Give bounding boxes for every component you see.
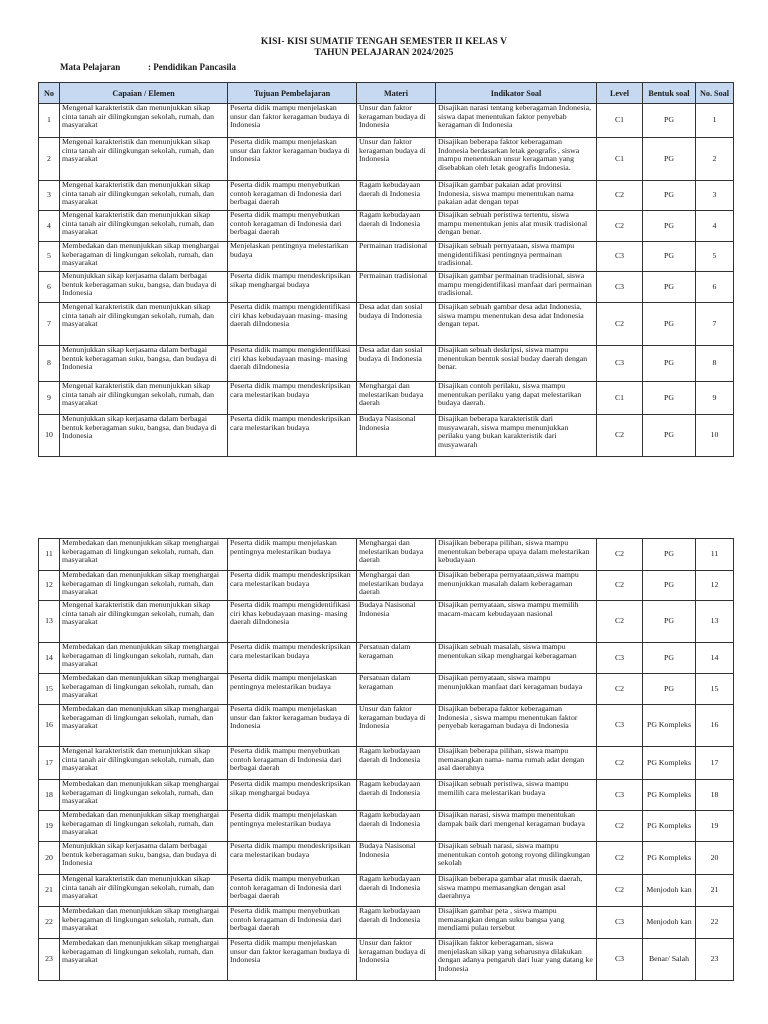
cell-no: 6 <box>39 272 60 303</box>
cell-capaian: Mengenal karakteristik dan menunjukkan sikap cinta tanah air dilingkungan sekolah, rumah, dan masyarakat <box>60 104 228 138</box>
cell-materi: Budaya Nasisonal Indonesia <box>357 842 436 875</box>
cell-bentuk: PG <box>643 242 696 272</box>
cell-materi: Menghargai dan melestarikan budaya daerah <box>357 571 436 601</box>
cell-no: 16 <box>39 705 60 747</box>
cell-no: 14 <box>39 643 60 674</box>
cell-capaian: Mengenal karakteristik dan menunjukkan sikap cinta tanah air dilingkungan sekolah, rumah, dan masyarakat <box>60 382 228 415</box>
cell-capaian: Membedakan dan menunjukkan sikap menghargai keberagaman di lingkungan sekolah, rumah, dan masyarakat <box>60 705 228 747</box>
cell-nosoal: 3 <box>696 181 734 211</box>
cell-tujuan: Peserta didik mampu mengidentifikasi ciri khas kebudayaan masing- masing daerah diIndonesia <box>228 346 357 382</box>
table-row <box>39 705 734 747</box>
cell-nosoal: 14 <box>696 643 734 674</box>
cell-tujuan: Peserta didik mampu mendeskripsikan cara melestarikan budaya <box>228 643 357 674</box>
subject-line <box>60 62 236 72</box>
cell-capaian: Membedakan dan menunjukkan sikap menghargai keberagaman di lingkungan sekolah, rumah, dan masyarakat <box>60 539 228 571</box>
column-header-capaian: Capaian / Elemen <box>60 83 228 104</box>
cell-materi: Ragam kebudayaan daerah di Indonesia <box>357 811 436 842</box>
cell-indikator: Disajikan sebuah pernyataan, siswa mampu mengidentifikasi pentingnya permainan tradisional. <box>436 242 597 272</box>
cell-indikator: Disajikan beberapa pilihan, siswa mampu memasangkan nama- nama rumah adat dengan asal daerahnya <box>436 747 597 780</box>
cell-indikator: Disajikan beberapa gambar alat musik daerah, siswa mampu memasangkan dengan asal daerahnya <box>436 875 597 907</box>
cell-capaian: Membedakan dan menunjukkan sikap menghargai keberagaman di lingkungan sekolah, rumah, dan masyarakat <box>60 780 228 811</box>
document-year: TAHUN PELAJARAN 2024/2025 <box>314 48 454 58</box>
cell-bentuk: PG <box>643 138 696 181</box>
cell-level: C2 <box>597 571 643 601</box>
cell-level: C2 <box>597 539 643 571</box>
cell-nosoal: 9 <box>696 382 734 415</box>
cell-level: C3 <box>597 242 643 272</box>
cell-tujuan: Peserta didik mampu mendeskripsikan sikap menghargai budaya <box>228 272 357 303</box>
cell-no: 7 <box>39 303 60 346</box>
cell-bentuk: PG <box>643 382 696 415</box>
cell-bentuk: PG <box>643 104 696 138</box>
cell-nosoal: 16 <box>696 705 734 747</box>
cell-nosoal: 13 <box>696 601 734 643</box>
cell-materi: Persatuan dalam keragaman <box>357 643 436 674</box>
cell-capaian: Mengenal karakteristik dan menunjukkan sikap cinta tanah air dilingkungan sekolah, rumah, dan masyarakat <box>60 211 228 242</box>
cell-bentuk: PG <box>643 674 696 705</box>
cell-indikator: Disajikan sebuah deskripsi, siswa mampu menentukan bentuk sosial buday daerah dengan benar. <box>436 346 597 382</box>
cell-level: C2 <box>597 811 643 842</box>
cell-capaian: Menunjukkan sikap kerjasama dalam berbagai bentuk keberagaman suku, bangsa, dan budaya di Indonesia <box>60 842 228 875</box>
cell-tujuan: Peserta didik mampu menjelaskan unsur dan faktor keragaman budaya di Indonesia <box>228 138 357 181</box>
cell-bentuk: PG <box>643 181 696 211</box>
cell-level: C2 <box>597 181 643 211</box>
cell-bentuk: PG Kompleks <box>643 705 696 747</box>
cell-nosoal: 17 <box>696 747 734 780</box>
cell-materi: Unsur dan faktor keragaman budaya di Indonesia <box>357 138 436 181</box>
cell-tujuan: Peserta didik mampu menjelaskan pentingnya melestarikan budaya <box>228 811 357 842</box>
cell-level: C2 <box>597 415 643 457</box>
cell-tujuan: Peserta didik mampu menyebutkan contoh keragaman di Indonesia dari berbagai daerah <box>228 875 357 907</box>
column-header-nosoal: No. Soal <box>696 83 734 104</box>
table-row <box>39 539 734 571</box>
table-row <box>39 181 734 211</box>
cell-indikator: Disajikan pernyataan, siswa mampu menunjukkan manfaat dari keragaman budaya <box>436 674 597 705</box>
cell-no: 15 <box>39 674 60 705</box>
cell-materi: Unsur dan faktor keragaman budaya di Indonesia <box>357 939 436 981</box>
cell-no: 20 <box>39 842 60 875</box>
cell-level: C3 <box>597 643 643 674</box>
kisi-table-page-1 <box>38 82 734 457</box>
cell-nosoal: 1 <box>696 104 734 138</box>
cell-nosoal: 10 <box>696 415 734 457</box>
cell-tujuan: Peserta didik mampu menjelaskan pentingnya melestarikan budaya <box>228 539 357 571</box>
table-row <box>39 415 734 457</box>
cell-nosoal: 22 <box>696 907 734 939</box>
cell-bentuk: Benar/ Salah <box>643 939 696 981</box>
cell-capaian: Membedakan dan menunjukkan sikap menghargai keberagaman di lingkungan sekolah, rumah, dan masyarakat <box>60 571 228 601</box>
table-row <box>39 601 734 643</box>
cell-materi: Menghargai dan melestarikan budaya daerah <box>357 539 436 571</box>
cell-no: 8 <box>39 346 60 382</box>
cell-nosoal: 21 <box>696 875 734 907</box>
cell-tujuan: Peserta didik mampu menjelaskan unsur dan faktor keragaman budaya di Indonesia <box>228 705 357 747</box>
cell-tujuan: Peserta didik mampu menyebutkan contoh keragaman di Indonesia dari berbagai daerah <box>228 907 357 939</box>
cell-no: 12 <box>39 571 60 601</box>
table-row <box>39 346 734 382</box>
cell-bentuk: PG Kompleks <box>643 811 696 842</box>
table-row <box>39 780 734 811</box>
cell-bentuk: PG <box>643 211 696 242</box>
cell-bentuk: PG Kompleks <box>643 747 696 780</box>
cell-tujuan: Peserta didik mampu mendeskripsikan cara melestarikan budaya <box>228 571 357 601</box>
table-row <box>39 674 734 705</box>
cell-level: C1 <box>597 104 643 138</box>
table-row <box>39 643 734 674</box>
cell-bentuk: PG <box>643 272 696 303</box>
cell-bentuk: Menjodoh kan <box>643 907 696 939</box>
cell-no: 23 <box>39 939 60 981</box>
cell-level: C1 <box>597 382 643 415</box>
cell-bentuk: PG <box>643 601 696 643</box>
cell-nosoal: 6 <box>696 272 734 303</box>
document-title: KISI- KISI SUMATIF TENGAH SEMESTER II KELAS V <box>260 37 508 47</box>
cell-no: 10 <box>39 415 60 457</box>
cell-level: C1 <box>597 138 643 181</box>
cell-indikator: Disajikan beberapa karakteristik dari musyawarah, siswa mampu menunjukkan perilaku yang bukan karakteristik dari musyawarah <box>436 415 597 457</box>
table-row <box>39 104 734 138</box>
table-header-row <box>39 83 734 104</box>
cell-bentuk: PG Kompleks <box>643 842 696 875</box>
cell-nosoal: 19 <box>696 811 734 842</box>
cell-no: 5 <box>39 242 60 272</box>
cell-level: C2 <box>597 674 643 705</box>
cell-materi: Ragam kebudayaan daerah di Indonesia <box>357 907 436 939</box>
table-row <box>39 939 734 981</box>
cell-materi: Ragam kebudayaan daerah di Indonesia <box>357 780 436 811</box>
cell-bentuk: PG <box>643 571 696 601</box>
cell-indikator: Disajikan pernyataan, siswa mampu memilih macam-macam kebudayaan nasional <box>436 601 597 643</box>
cell-capaian: Membedakan dan menunjukkan sikap menghargai keberagaman di lingkungan sekolah, rumah, dan masyarakat <box>60 907 228 939</box>
cell-nosoal: 2 <box>696 138 734 181</box>
cell-level: C3 <box>597 346 643 382</box>
table-row <box>39 242 734 272</box>
cell-nosoal: 15 <box>696 674 734 705</box>
cell-materi: Permainan tradisional <box>357 272 436 303</box>
cell-level: C2 <box>597 211 643 242</box>
cell-nosoal: 23 <box>696 939 734 981</box>
cell-bentuk: Menjodoh kan <box>643 875 696 907</box>
cell-level: C3 <box>597 705 643 747</box>
cell-tujuan: Peserta didik mampu mendeskripsikan sikap menghargai budaya <box>228 780 357 811</box>
cell-bentuk: PG Kompleks <box>643 780 696 811</box>
cell-indikator: Disajikan beberapa pilihan, siswa mampu menentukan beberapa upaya dalam melestarikan kebudayaan <box>436 539 597 571</box>
cell-indikator: Disajikan gambar permainan tradisional, siswa mampu mengidentifikasi manfaat dari permainan tradisional. <box>436 272 597 303</box>
cell-materi: Ragam kebudayaan daerah di Indonesia <box>357 181 436 211</box>
subject-label: Mata Pelajaran <box>60 62 121 72</box>
cell-no: 18 <box>39 780 60 811</box>
subject-value: : Pendidikan Pancasila <box>148 62 237 72</box>
cell-capaian: Menunjukkan sikap kerjasama dalam berbagai bentuk keberagaman suku, bangsa, dan budaya di Indonesia <box>60 346 228 382</box>
cell-indikator: Disajikan sebuah peristiwa, siswa mampu memilih cara melestarikan budaya <box>436 780 597 811</box>
column-header-no: No <box>39 83 60 104</box>
column-header-indikator: Indikator Soal <box>436 83 597 104</box>
cell-materi: Unsur dan faktor keragaman budaya di Indonesia <box>357 104 436 138</box>
cell-level: C2 <box>597 601 643 643</box>
cell-bentuk: PG <box>643 415 696 457</box>
cell-no: 21 <box>39 875 60 907</box>
cell-no: 3 <box>39 181 60 211</box>
cell-materi: Unsur dan faktor keragaman budaya di Indonesia <box>357 705 436 747</box>
cell-tujuan: Peserta didik mampu mengidentifikasi ciri khas kebudayaan masing- masing daerah diIndonesia <box>228 601 357 643</box>
cell-tujuan: Peserta didik mampu menyebutkan contoh keragaman di Indonesia dari berbagai daerah <box>228 181 357 211</box>
table-row <box>39 811 734 842</box>
cell-no: 2 <box>39 138 60 181</box>
cell-materi: Ragam kebudayaan daerah di Indonesia <box>357 875 436 907</box>
table-row <box>39 907 734 939</box>
cell-bentuk: PG <box>643 346 696 382</box>
table-row <box>39 382 734 415</box>
cell-level: C2 <box>597 303 643 346</box>
cell-capaian: Mengenal karakteristik dan menunjukkan sikap cinta tanah air dilingkungan sekolah, rumah, dan masyarakat <box>60 601 228 643</box>
cell-materi: Budaya Nasisonal Indonesia <box>357 415 436 457</box>
cell-indikator: Disajikan sebuah masalah, siswa mampu menentukan sikap menghargai keberagaman <box>436 643 597 674</box>
cell-indikator: Disajikan sebuah narasi, siswa mampu menentukan contoh gotong royong dilingkungan sekolah <box>436 842 597 875</box>
cell-capaian: Mengenal karakteristik dan menunjukkan sikap cinta tanah air dilingkungan sekolah, rumah, dan masyarakat <box>60 303 228 346</box>
cell-indikator: Disajikan contoh perilaku, siswa mampu menentukan perilaku yang dapat melestarikan budaya daerah. <box>436 382 597 415</box>
cell-tujuan: Peserta didik mampu menjelaskan unsur dan faktor keragaman budaya di Indonesia <box>228 104 357 138</box>
cell-nosoal: 5 <box>696 242 734 272</box>
column-header-bentuk: Bentuk soal <box>643 83 696 104</box>
cell-nosoal: 11 <box>696 539 734 571</box>
cell-materi: Ragam kebudayaan daerah di Indonesia <box>357 211 436 242</box>
table-row <box>39 303 734 346</box>
kisi-table-page-2 <box>38 538 734 981</box>
table-row <box>39 842 734 875</box>
cell-level: C2 <box>597 875 643 907</box>
cell-tujuan: Peserta didik mampu menyebutkan contoh keragaman di Indonesia dari berbagai daerah <box>228 747 357 780</box>
cell-capaian: Membedakan dan menunjukkan sikap menghargai keberagaman di lingkungan sekolah, rumah, dan masyarakat <box>60 674 228 705</box>
cell-tujuan: Peserta didik mampu menyebutkan contoh keragaman di Indonesia dari berbagai daerah <box>228 211 357 242</box>
cell-nosoal: 18 <box>696 780 734 811</box>
cell-capaian: Mengenal karakteristik dan menunjukkan sikap cinta tanah air dilingkungan sekolah, rumah, dan masyarakat <box>60 875 228 907</box>
cell-no: 17 <box>39 747 60 780</box>
cell-indikator: Disajikan faktor keberagaman, siswa menjelaskan sikap yang seharusnya dilakukan dengan adanya pengaruh dari luar yang datang ke Indonesia <box>436 939 597 981</box>
cell-materi: Desa adat dan sosial budaya di Indonesia <box>357 346 436 382</box>
table-row <box>39 211 734 242</box>
cell-nosoal: 20 <box>696 842 734 875</box>
cell-capaian: Mengenal karakteristik dan menunjukkan sikap cinta tanah air dilingkungan sekolah, rumah, dan masyarakat <box>60 181 228 211</box>
cell-level: C2 <box>597 842 643 875</box>
cell-nosoal: 4 <box>696 211 734 242</box>
table-row <box>39 272 734 303</box>
cell-indikator: Disajikan beberapa pernyataan,siswa mampu menunjukkan masalah dalam keberagaman <box>436 571 597 601</box>
cell-nosoal: 8 <box>696 346 734 382</box>
cell-materi: Ragam kebudayaan daerah di Indonesia <box>357 747 436 780</box>
cell-capaian: Membedakan dan menunjukkan sikap menghargai keberagaman di lingkungan sekolah, rumah, dan masyarakat <box>60 643 228 674</box>
cell-no: 11 <box>39 539 60 571</box>
cell-capaian: Menunjukkan sikap kerjasama dalam berbagai bentuk keberagaman suku, bangsa, dan budaya di Indonesia <box>60 415 228 457</box>
table-row <box>39 138 734 181</box>
cell-tujuan: Peserta didik mampu mendeskripsikan cara melestarikan budaya <box>228 415 357 457</box>
cell-nosoal: 7 <box>696 303 734 346</box>
cell-capaian: Membedakan dan menunjukkan sikap menghargai keberagaman di lingkungan sekolah, rumah, dan masyarakat <box>60 939 228 981</box>
cell-indikator: Disajikan sebuah peristiwa tertentu, siswa mampu menentukan jenis alat musik tradisional dengan benar. <box>436 211 597 242</box>
column-header-materi: Materi <box>357 83 436 104</box>
cell-tujuan: Peserta didik mampu mengidentifikasi ciri khas kebudayaan masing- masing daerah diIndonesia <box>228 303 357 346</box>
cell-indikator: Disajikan beberapa faktor keberagaman Indonesia berdasarkan letak geografis , siswa mampu menentukan unsur keragaman yang disebabkan oleh letak geografis Indonesia. <box>436 138 597 181</box>
cell-capaian: Menunjukkan sikap kerjasama dalam berbagai bentuk keberagaman suku, bangsa, dan budaya di Indonesia <box>60 272 228 303</box>
cell-bentuk: PG <box>643 303 696 346</box>
cell-level: C3 <box>597 272 643 303</box>
column-header-level: Level <box>597 83 643 104</box>
cell-capaian: Membedakan dan menunjukkan sikap menghargai keberagaman di lingkungan sekolah, rumah, dan masyarakat <box>60 811 228 842</box>
cell-bentuk: PG <box>643 539 696 571</box>
cell-tujuan: Peserta didik mampu mendeskripsikan cara melestarikan budaya <box>228 382 357 415</box>
cell-materi: Budaya Nasisonal Indonesia <box>357 601 436 643</box>
cell-indikator: Disajikan narasi, siswa mampu menentukan dampak baik dari mengenal keragaman budaya <box>436 811 597 842</box>
cell-no: 9 <box>39 382 60 415</box>
table-body-page-2 <box>39 539 734 981</box>
cell-capaian: Mengenal karakteristik dan menunjukkan sikap cinta tanah air dilingkungan sekolah, rumah, dan masyarakat <box>60 138 228 181</box>
cell-materi: Persatuan dalam keragaman <box>357 674 436 705</box>
cell-level: C2 <box>597 747 643 780</box>
cell-indikator: Disajikan gambar peta , siswa mampu memasangkan dengan suku bangsa yang mendiami pulau tersebut <box>436 907 597 939</box>
cell-tujuan: Peserta didik mampu mendeskripsikan cara melestarikan budaya <box>228 842 357 875</box>
cell-indikator: Disajikan gambar pakaian adat provinsi Indonesia, siswa mampu menentukan nama pakaian adat dengan tepat <box>436 181 597 211</box>
cell-indikator: Disajikan beberapa faktor keberagaman Indonesia , siswa mampu menentukan faktor penyebab keragaman budaya di Indonesia <box>436 705 597 747</box>
cell-capaian: Mengenal karakteristik dan menunjukkan sikap cinta tanah air dilingkungan sekolah, rumah, dan masyarakat <box>60 747 228 780</box>
cell-materi: Desa adat dan sosial budaya di Indonesia <box>357 303 436 346</box>
cell-tujuan: Menjelaskan pentingnya melestarikan budaya <box>228 242 357 272</box>
column-header-tujuan: Tujuan Pembelajaran <box>228 83 357 104</box>
cell-indikator: Disajikan sebuah gambar desa adat Indonesia, siswa mampu menentukan desa adat Indonesia dengan tepat. <box>436 303 597 346</box>
cell-no: 4 <box>39 211 60 242</box>
cell-bentuk: PG <box>643 643 696 674</box>
cell-level: C3 <box>597 939 643 981</box>
cell-materi: Permainan tradisional <box>357 242 436 272</box>
cell-nosoal: 12 <box>696 571 734 601</box>
cell-tujuan: Peserta didik mampu menjelaskan unsur dan faktor keragaman budaya di Indonesia <box>228 939 357 981</box>
cell-indikator: Disajikan narasi tentang keberagaman Indonesia, siswa dapat menentukan faktor penyebab keragaman di Indonesia <box>436 104 597 138</box>
cell-level: C3 <box>597 780 643 811</box>
table-body-page-1 <box>39 104 734 457</box>
cell-level: C3 <box>597 907 643 939</box>
cell-tujuan: Peserta didik mampu menjelaskan pentingnya melestarikan budaya <box>228 674 357 705</box>
cell-no: 19 <box>39 811 60 842</box>
cell-no: 22 <box>39 907 60 939</box>
cell-materi: Menghargai dan melestarikan budaya daerah <box>357 382 436 415</box>
cell-no: 13 <box>39 601 60 643</box>
table-row <box>39 747 734 780</box>
cell-capaian: Membedakan dan menunjukkan sikap menghargai keberagaman di lingkungan sekolah, rumah, dan masyarakat <box>60 242 228 272</box>
cell-no: 1 <box>39 104 60 138</box>
table-row <box>39 875 734 907</box>
table-row <box>39 571 734 601</box>
